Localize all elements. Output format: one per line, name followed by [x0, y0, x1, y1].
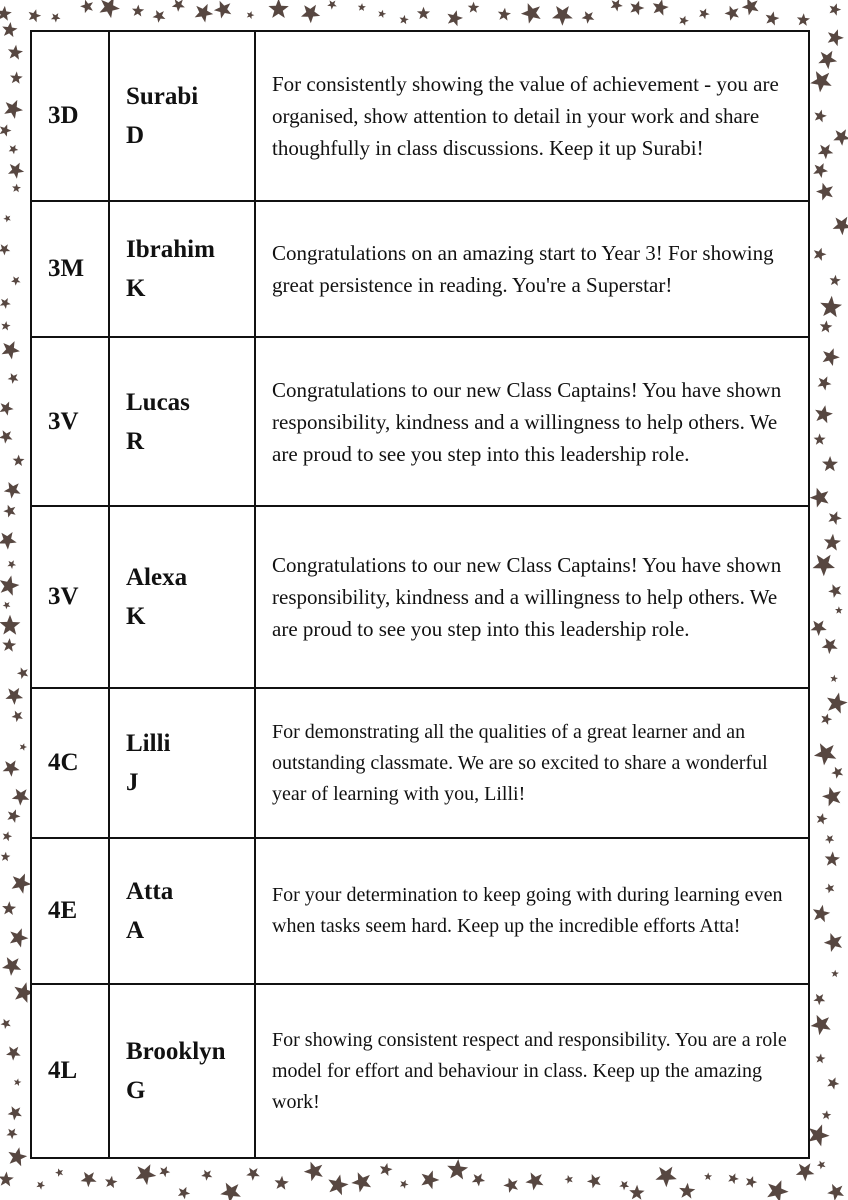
star-icon [7, 560, 16, 569]
star-icon [8, 163, 24, 179]
star-icon [816, 1054, 826, 1064]
star-icon [8, 45, 23, 60]
star-icon [630, 1, 644, 16]
star-icon [358, 3, 366, 11]
star-icon [105, 1176, 118, 1188]
star-icon [4, 482, 21, 499]
award-row-atta [31, 838, 809, 984]
star-icon [6, 1046, 21, 1060]
star-icon [9, 145, 19, 155]
star-icon [8, 1106, 22, 1120]
student-initial: D [126, 122, 145, 149]
class-code: 4L [31, 984, 109, 1158]
star-icon [275, 1176, 289, 1190]
star-icon [521, 3, 541, 24]
star-icon [809, 1124, 830, 1146]
star-icon [814, 248, 827, 261]
star-icon [3, 602, 11, 610]
star-icon [822, 787, 841, 807]
star-icon [10, 71, 23, 83]
star-icon [2, 957, 21, 976]
star-icon [1, 1019, 11, 1029]
star-icon [831, 767, 843, 779]
star-icon [1, 852, 11, 862]
star-icon [0, 1172, 14, 1187]
star-icon [0, 402, 14, 416]
star-icon [824, 933, 842, 952]
star-icon [824, 534, 841, 551]
award-message: Congratulations to our new Class Captains! You have shown responsibility, kindness and a willingness to help others. We are proud to see you step into this leadership role. [255, 337, 809, 506]
award-row-lilli [31, 688, 809, 838]
star-icon [3, 215, 11, 223]
student-first-name: Alexa [126, 564, 188, 591]
star-icon [136, 1164, 157, 1185]
awards-table [30, 30, 810, 1159]
star-icon [247, 11, 255, 19]
star-icon [10, 928, 29, 947]
star-icon [13, 455, 25, 466]
star-icon [153, 10, 166, 23]
star-icon [728, 1173, 739, 1184]
star-icon [80, 0, 93, 13]
student-name [109, 838, 255, 984]
star-icon [679, 1183, 695, 1199]
student-name [109, 201, 255, 337]
star-icon [14, 1078, 22, 1086]
star-icon [378, 10, 386, 18]
star-icon [525, 1172, 543, 1190]
star-icon [822, 1110, 831, 1119]
star-icon [351, 1172, 371, 1192]
star-icon [818, 376, 832, 390]
star-icon [828, 584, 841, 598]
star-icon [582, 11, 595, 24]
award-message: For your determination to keep going with during learning even when tasks seem hard. Keep up the incredible efforts Atta! [255, 838, 809, 984]
award-row-ibrahim [31, 201, 809, 337]
star-icon [220, 1183, 241, 1200]
star-icon [172, 0, 185, 12]
star-icon [813, 905, 830, 923]
star-icon [36, 1181, 45, 1190]
star-icon [552, 6, 573, 26]
star-icon [5, 688, 23, 705]
star-icon [472, 1173, 485, 1186]
star-icon [833, 129, 848, 146]
star-icon [0, 615, 20, 635]
star-icon [0, 6, 12, 21]
star-icon [823, 348, 840, 366]
star-icon [380, 1163, 393, 1176]
star-icon [611, 0, 623, 12]
star-icon [629, 1185, 644, 1200]
star-icon [817, 813, 828, 824]
class-code: 3D [31, 31, 109, 201]
star-icon [653, 0, 669, 16]
star-icon [827, 1184, 844, 1200]
student-initial: K [126, 275, 146, 302]
star-icon [830, 675, 838, 683]
star-icon [1, 321, 10, 330]
star-icon [818, 51, 837, 69]
student-initial: A [126, 917, 145, 944]
star-icon [810, 71, 832, 92]
star-icon [468, 2, 480, 13]
star-icon [12, 711, 23, 723]
star-icon [55, 1168, 63, 1176]
star-icon [301, 5, 320, 24]
star-icon [100, 0, 120, 18]
star-icon [831, 970, 839, 978]
star-icon [817, 1161, 826, 1170]
award-row-alexa [31, 506, 809, 688]
star-icon [8, 1147, 27, 1166]
award-message: For demonstrating all the qualities of a great learner and an outstanding classmate. We are so excited to share a wonderful year of learning with you, Lilli! [255, 688, 809, 838]
star-icon [830, 3, 842, 15]
star-icon [3, 760, 20, 776]
star-icon [17, 667, 28, 679]
star-icon [12, 874, 32, 894]
star-icon [796, 1163, 815, 1181]
star-icon [766, 11, 780, 25]
star-icon [815, 405, 833, 423]
star-icon [655, 1167, 676, 1188]
star-icon [4, 100, 23, 119]
award-message: Congratulations on an amazing start to Year 3! For showing great persistence in reading. You're a Superstar! [255, 201, 809, 337]
star-icon [268, 0, 288, 18]
star-icon [417, 7, 430, 20]
student-first-name: Brooklyn [126, 1038, 226, 1065]
star-icon [7, 809, 20, 823]
star-icon [0, 576, 19, 596]
star-icon [12, 184, 21, 193]
star-icon [746, 1176, 757, 1188]
star-icon [447, 10, 463, 26]
star-icon [2, 22, 17, 37]
star-icon [6, 1129, 17, 1140]
student-first-name: Ibrahim [126, 236, 215, 263]
star-icon [246, 1168, 260, 1181]
star-icon [328, 1175, 348, 1196]
star-icon [820, 296, 842, 317]
star-icon [29, 9, 42, 22]
award-message: For showing consistent respect and responsibility. You are a role model for effort and behaviour in class. Keep up the amazing work! [255, 984, 809, 1158]
star-icon [797, 13, 810, 26]
star-icon [304, 1162, 323, 1182]
star-icon [3, 831, 12, 841]
star-icon [2, 638, 16, 652]
star-icon [699, 8, 710, 19]
student-initial: G [126, 1077, 146, 1104]
star-icon [704, 1172, 712, 1180]
star-icon [81, 1172, 97, 1187]
star-icon [814, 433, 826, 444]
star-icon [565, 1175, 573, 1184]
star-icon [813, 163, 828, 178]
star-icon [587, 1174, 601, 1188]
star-icon [8, 373, 19, 384]
star-icon [820, 320, 833, 332]
star-icon [830, 275, 841, 286]
star-icon [725, 6, 739, 21]
student-initial: J [126, 769, 139, 796]
star-icon [816, 183, 833, 201]
student-initial: K [126, 603, 146, 630]
star-icon [0, 298, 11, 309]
star-icon [132, 5, 144, 17]
award-row-surabi [31, 31, 809, 201]
star-icon [400, 15, 409, 24]
star-icon [178, 1187, 190, 1199]
star-icon [811, 621, 827, 637]
star-icon [828, 511, 842, 525]
star-icon [619, 1181, 629, 1191]
star-icon [12, 789, 30, 806]
star-icon [827, 1077, 839, 1089]
star-icon [159, 1166, 170, 1177]
student-first-name: Surabi [126, 83, 199, 110]
class-code: 3V [31, 337, 109, 506]
star-icon [3, 505, 15, 518]
star-icon [827, 693, 848, 714]
star-icon [835, 606, 843, 613]
star-icon [814, 743, 836, 765]
star-icon [825, 835, 834, 844]
star-icon [825, 851, 840, 866]
star-icon [813, 555, 836, 576]
student-name [109, 506, 255, 688]
star-icon [679, 16, 689, 26]
class-code: 4E [31, 838, 109, 984]
star-icon [822, 456, 838, 471]
star-icon [811, 1015, 831, 1035]
student-first-name: Lilli [126, 730, 171, 757]
star-icon [0, 532, 17, 550]
star-icon [2, 901, 16, 915]
class-code: 3V [31, 506, 109, 688]
student-first-name: Atta [126, 878, 174, 905]
star-icon [821, 714, 832, 725]
star-icon [327, 0, 337, 9]
star-icon [195, 4, 214, 23]
star-icon [421, 1170, 439, 1189]
student-initial: R [126, 427, 145, 455]
star-icon [0, 430, 13, 443]
star-icon [20, 743, 27, 751]
student-first-name: Lucas [126, 388, 190, 416]
class-code: 4C [31, 688, 109, 838]
star-icon [818, 144, 834, 159]
student-name [109, 688, 255, 838]
star-icon [2, 341, 20, 359]
star-icon [833, 217, 848, 236]
star-icon [214, 1, 231, 19]
star-icon [0, 244, 10, 255]
award-row-brooklyn [31, 984, 809, 1158]
star-icon [825, 884, 834, 894]
award-row-lucas [31, 337, 809, 506]
student-name [109, 984, 255, 1158]
student-name [109, 31, 255, 201]
star-icon [742, 0, 759, 15]
star-icon [810, 488, 829, 508]
star-icon [51, 13, 61, 22]
class-code: 3M [31, 201, 109, 337]
award-message: Congratulations to our new Class Captains! You have shown responsibility, kindness and a willingness to help others. We are proud to see you step into this leadership role. [255, 506, 809, 688]
star-icon [822, 638, 838, 654]
star-icon [447, 1159, 468, 1180]
star-icon [767, 1180, 788, 1200]
star-icon [503, 1178, 518, 1193]
star-icon [813, 994, 825, 1005]
award-message: For consistently showing the value of achievement - you are organised, show attention to detail in your work and share thoughfully in class discussions. Keep it up Surabi! [255, 31, 809, 201]
star-icon [400, 1180, 409, 1189]
student-name [109, 337, 255, 506]
star-icon [828, 29, 844, 46]
star-icon [201, 1170, 212, 1181]
star-icon [0, 124, 12, 136]
star-icon [498, 8, 511, 21]
star-icon [11, 276, 21, 285]
star-icon [814, 110, 826, 123]
